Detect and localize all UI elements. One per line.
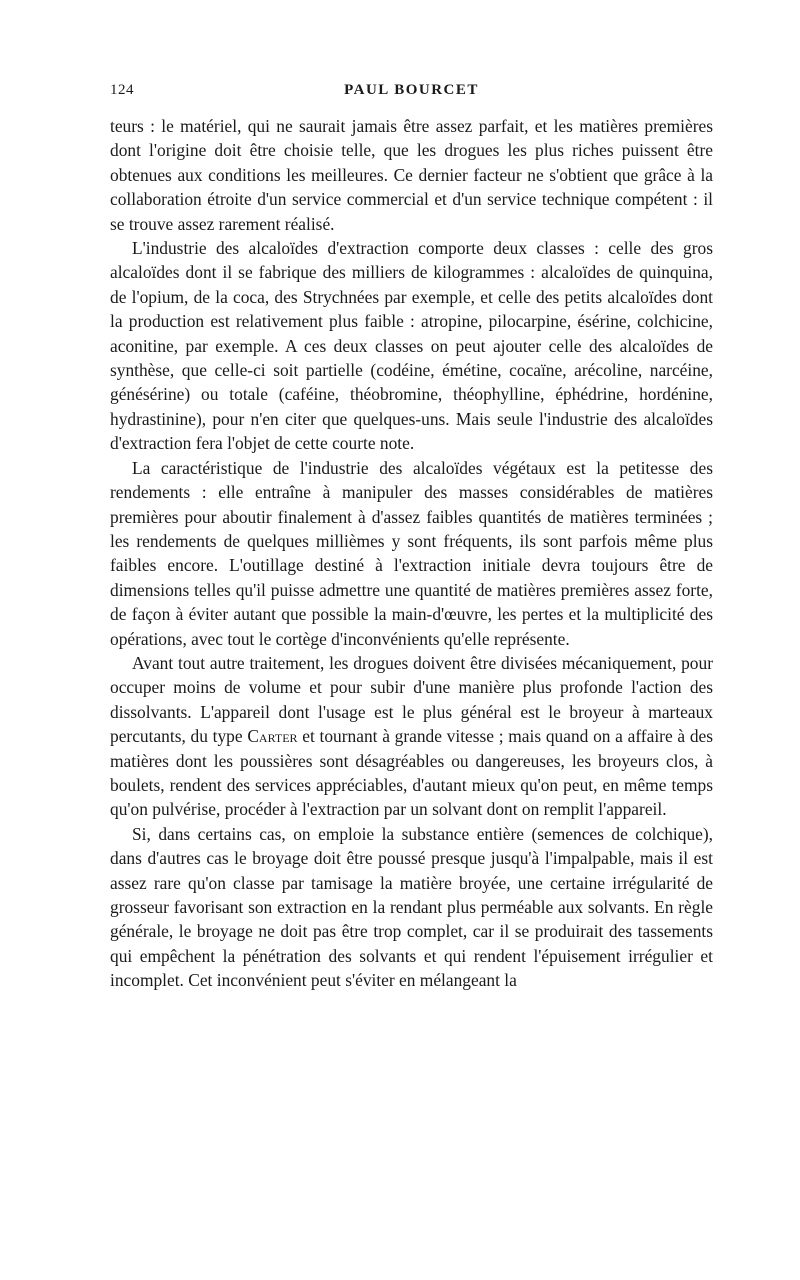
paragraph-4-text-before: Avant tout autre traitement, les drogues doivent être divisées mécaniquement, pour occuper moins de volume et pour subir d'une manière plus profonde l'action des dissolvants. L'appareil dont l'usage est le plus général est le broyeur à marteaux percutants, du type [110, 652, 713, 747]
carter-name: Carter [247, 726, 298, 747]
paragraph-2: L'industrie des alcaloïdes d'extraction comporte deux classes : celle des gros alcaloïdes dont il se fabrique des milliers de kilogrammes : alcaloïdes de quinquina, de l'opium, de la coca, des Strychnées par exemple, et celle des petits alcaloïdes dont la production est relativement plus faible : atropine, pilocarpine, ésérine, colchicine, aconitine, par exemple. A ces deux classes on peut ajouter celle des alcaloïdes de synthèse, que celle-ci soit partielle (codéine, émétine, cocaïne, arécoline, narcéine, génésérine) ou totale (caféine, théobromine, théophylline, éphédrine, hordénine, hydrastinine), pour n'en citer que quelques-uns. Mais seule l'industrie des alcaloïdes d'extraction fera l'objet de cette courte note. [110, 238, 713, 454]
paragraph-4-text-after: et tournant à grande vitesse ; mais quand on a affaire à des matières dont les poussières sont désagréables ou dangereuses, les broyeurs clos, à boulets, rendent des services appréciables, d'autant mieux qu'on peut, en même temps qu'on pulvérise, procéder à l'extraction par un solvant dont on remplit l'appareil. [110, 726, 714, 820]
paragraph-1: teurs : le matériel, qui ne saurait jamais être assez parfait, et les matières premières dont l'origine doit être choisie telle, que les drogues les plus riches puissent être obtenues aux conditions les meilleures. Ce dernier facteur ne s'obtient que grâce à la collaboration étroite d'un service commercial et d'un service technique compétent : il se trouve assez rarement réalisé. [110, 116, 713, 234]
paragraph-3: La caractéristique de l'industrie des alcaloïdes végétaux est la petitesse des rendements : elle entraîne à manipuler des masses considérables de matières premières pour aboutir finalement à d'assez faibles quantités de matières terminées ; les rendements de quelques millièmes y sont fréquents, ils sont parfois même plus faibles encore. L'outillage destiné à l'extraction initiale devra toujours être de dimensions telles qu'il puisse admettre une quantité de matières premières assez forte, de façon à éviter autant que possible la main-d'œuvre, les pertes et la multiplicité des opérations, avec tout le cortège d'inconvénients qu'elle représente. [110, 457, 713, 649]
paragraph-4 [110, 651, 713, 822]
paragraph-5: Si, dans certains cas, on emploie la substance entière (semences de colchique), dans d'autres cas le broyage doit être poussé presque jusqu'à l'impalpable, mais il est assez rare qu'on classe par tamisage la matière broyée, une certaine irrégularité de grosseur favorisant son extraction en la rendant plus perméable aux solvants. En règle générale, le broyage ne doit pas être trop complet, car il se produirait des tassements qui empêchent la pénétration des solvants et qui rendent l'épuisement irrégulier et incomplet. Cet inconvénient peut s'éviter en mélangeant la [110, 823, 713, 991]
running-head: PAUL BOURCET [344, 82, 479, 98]
body-text [110, 114, 713, 993]
page-number: 124 [110, 82, 134, 98]
book-page [110, 82, 713, 993]
page-header [110, 82, 713, 114]
